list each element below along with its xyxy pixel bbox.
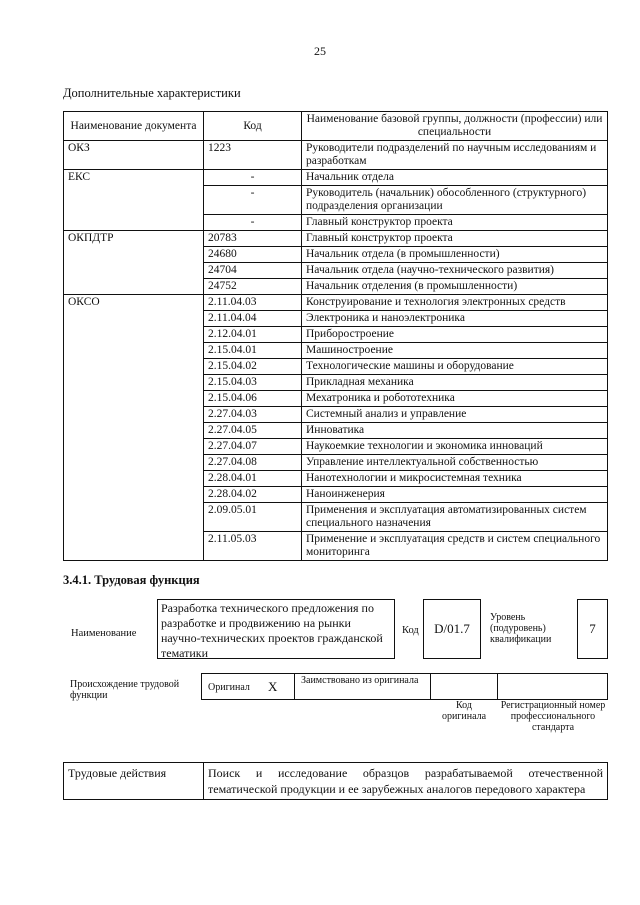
function-code-value: D/01.7 [423, 599, 481, 659]
name-cell: Главный конструктор проекта [302, 215, 608, 231]
document-cell: ОКСО [64, 295, 204, 561]
labor-actions-text: Поиск и исследование образцов разрабатываемой отечественной тематической продукции и ее зарубежных аналогов передового характера [204, 763, 608, 800]
document-cell: ЕКС [64, 170, 204, 231]
reg-number-label: Регистрационный номер профессионального стандарта [500, 700, 606, 733]
labor-actions-label: Трудовые действия [64, 763, 204, 800]
function-name-value: Разработка технического предложения по разработке и продвижению на рынки научно-технических проектов гражданской тематики [157, 599, 395, 659]
original-label: Оригинал [208, 682, 250, 693]
labor-actions-table [63, 762, 608, 800]
name-cell: Наноинженерия [302, 487, 608, 503]
borrowed-cell [294, 673, 431, 700]
section-title: Дополнительные характеристики [63, 86, 241, 100]
name-cell: Наукоемкие технологии и экономика инноваций [302, 439, 608, 455]
name-cell: Управление интеллектуальной собственностью [302, 455, 608, 471]
name-cell: Начальник отдела (научно-технического развития) [302, 263, 608, 279]
code-cell: - [204, 215, 302, 231]
level-label: Уровень (подуровень) квалификации [490, 612, 552, 645]
original-mark: X [268, 679, 278, 694]
reg-number-cell [497, 673, 608, 700]
name-cell: Главный конструктор проекта [302, 231, 608, 247]
table-row [64, 231, 608, 247]
code-cell: 24704 [204, 263, 302, 279]
document-cell: ОКЗ [64, 141, 204, 170]
name-cell: Технологические машины и оборудование [302, 359, 608, 375]
name-cell: Начальник отдела (в промышленности) [302, 247, 608, 263]
name-cell: Приборостроение [302, 327, 608, 343]
function-heading: 3.4.1. Трудовая функция [63, 573, 200, 587]
name-cell: Электроника и наноэлектроника [302, 311, 608, 327]
code-cell: 1223 [204, 141, 302, 170]
name-cell: Машиностроение [302, 343, 608, 359]
original-cell [201, 673, 295, 700]
code-cell: 2.15.04.03 [204, 375, 302, 391]
code-cell: 2.27.04.08 [204, 455, 302, 471]
code-cell: - [204, 186, 302, 215]
code-cell: 2.27.04.07 [204, 439, 302, 455]
header-code: Код [204, 112, 302, 141]
code-cell: 2.11.04.04 [204, 311, 302, 327]
name-cell: Мехатроника и робототехника [302, 391, 608, 407]
name-cell: Начальник отделения (в промышленности) [302, 279, 608, 295]
page-number: 25 [314, 44, 326, 58]
name-cell: Нанотехнологии и микросистемная техника [302, 471, 608, 487]
code-cell: 20783 [204, 231, 302, 247]
code-cell: 2.15.04.06 [204, 391, 302, 407]
table-row [64, 170, 608, 186]
name-cell: Применения и эксплуатация автоматизированных систем специального назначения [302, 503, 608, 532]
name-label: Наименование [71, 628, 137, 639]
name-cell: Прикладная механика [302, 375, 608, 391]
code-cell: 2.27.04.03 [204, 407, 302, 423]
code-cell: 2.15.04.01 [204, 343, 302, 359]
level-value: 7 [577, 599, 608, 659]
name-cell: Начальник отдела [302, 170, 608, 186]
code-cell: 2.27.04.05 [204, 423, 302, 439]
code-cell: 24680 [204, 247, 302, 263]
code-cell: 2.12.04.01 [204, 327, 302, 343]
borrowed-label: Заимствовано из оригинала [301, 675, 419, 686]
name-cell: Инноватика [302, 423, 608, 439]
header-document: Наименование документа [64, 112, 204, 141]
code-cell: 2.11.04.03 [204, 295, 302, 311]
header-name: Наименование базовой группы, должности (профессии) или специальности [302, 112, 608, 141]
origin-code-cell [430, 673, 498, 700]
code-label: Код [402, 625, 419, 636]
table-row [64, 295, 608, 311]
code-cell: - [204, 170, 302, 186]
code-cell: 2.28.04.01 [204, 471, 302, 487]
name-cell: Руководитель (начальник) обособленного (структурного) подразделения организации [302, 186, 608, 215]
code-cell: 2.11.05.03 [204, 532, 302, 561]
table-row [64, 141, 608, 170]
document-cell: ОКПДТР [64, 231, 204, 295]
origin-code-label: Код оригинала [441, 700, 487, 722]
code-cell: 24752 [204, 279, 302, 295]
code-cell: 2.15.04.02 [204, 359, 302, 375]
code-cell: 2.28.04.02 [204, 487, 302, 503]
table-header-row [64, 112, 608, 141]
name-cell: Применение и эксплуатация средств и систем специального мониторинга [302, 532, 608, 561]
table-row [64, 763, 608, 800]
code-cell: 2.09.05.01 [204, 503, 302, 532]
name-cell: Руководители подразделений по научным исследованиям и разработкам [302, 141, 608, 170]
origin-label: Происхождение трудовой функции [70, 679, 180, 701]
name-cell: Конструирование и технология электронных средств [302, 295, 608, 311]
characteristics-table [63, 111, 608, 561]
name-cell: Системный анализ и управление [302, 407, 608, 423]
